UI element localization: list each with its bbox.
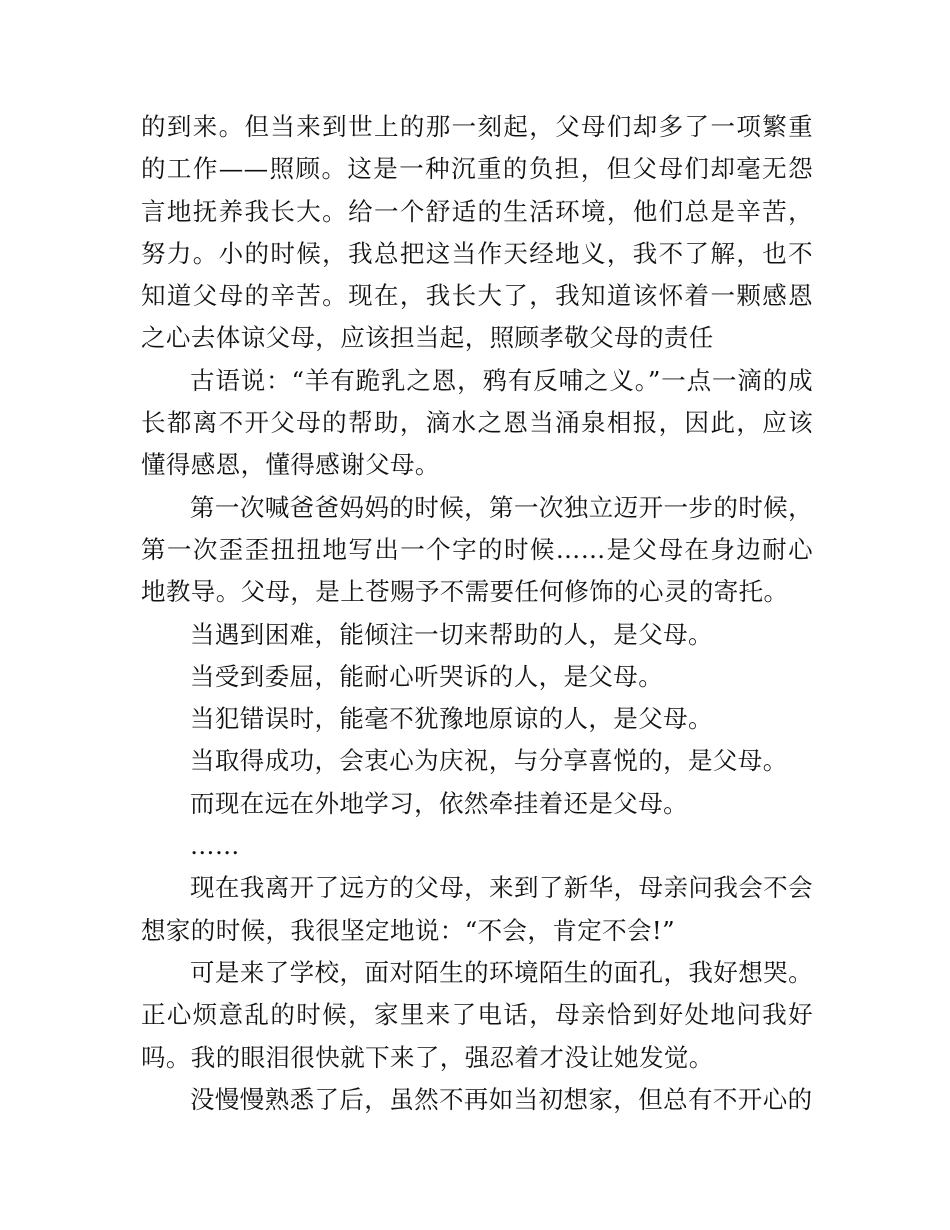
paragraph: 古语说：“羊有跪乳之恩，鸦有反哺之义。”一点一滴的成长都离不开父母的帮助，滴水之恩当涌泉相报，因此，应该懂得感恩，懂得感谢父母。 <box>141 365 813 480</box>
paragraph: 第一次喊爸爸妈妈的时候，第一次独立迈开一步的时候，第一次歪歪扭扭地写出一个字的时候……是父母在身边耐心地教导。父母，是上苍赐予不需要任何修饰的心灵的寄托。 <box>141 492 813 607</box>
paragraph: 当犯错误时，能毫不犹豫地原谅的人，是父母。 <box>190 704 713 734</box>
paragraph: 没慢慢熟悉了后，虽然不再如当初想家，但总有不开心的 <box>190 1084 813 1114</box>
paragraph: 现在我离开了远方的父母，来到了新华，母亲问我会不会想家的时候，我很坚定地说：“不会，肯定不会!” <box>141 873 813 945</box>
ellipsis-paragraph: …… <box>190 831 240 861</box>
paragraph: 当受到委屈，能耐心听哭诉的人，是父母。 <box>190 661 664 691</box>
paragraph: 当遇到困难，能倾注一切来帮助的人，是父母。 <box>190 619 713 649</box>
paragraph: 的到来。但当来到世上的那一刻起，父母们却多了一项繁重的工作——照顾。这是一种沉重的负担，但父母们却毫无怨言地抚养我长大。给一个舒适的生活环境，他们总是辛苦，努力。小的时候，我总把这当作天经地义，我不了解，也不知道父母的辛苦。现在，我长大了，我知道该怀着一颗感恩之心去体谅父母，应该担当起，照顾孝敬父母的责任 <box>141 112 813 353</box>
paragraph: 当取得成功，会衷心为庆祝，与分享喜悦的，是父母。 <box>190 746 788 776</box>
paragraph: 可是来了学校，面对陌生的环境陌生的面孔，我好想哭。正心烦意乱的时候，家里来了电话，母亲恰到好处地问我好吗。我的眼泪很快就下来了，强忍着才没让她发觉。 <box>141 957 813 1072</box>
paragraph: 而现在远在外地学习，依然牵挂着还是父母。 <box>190 788 688 818</box>
document-body <box>141 106 813 1121</box>
